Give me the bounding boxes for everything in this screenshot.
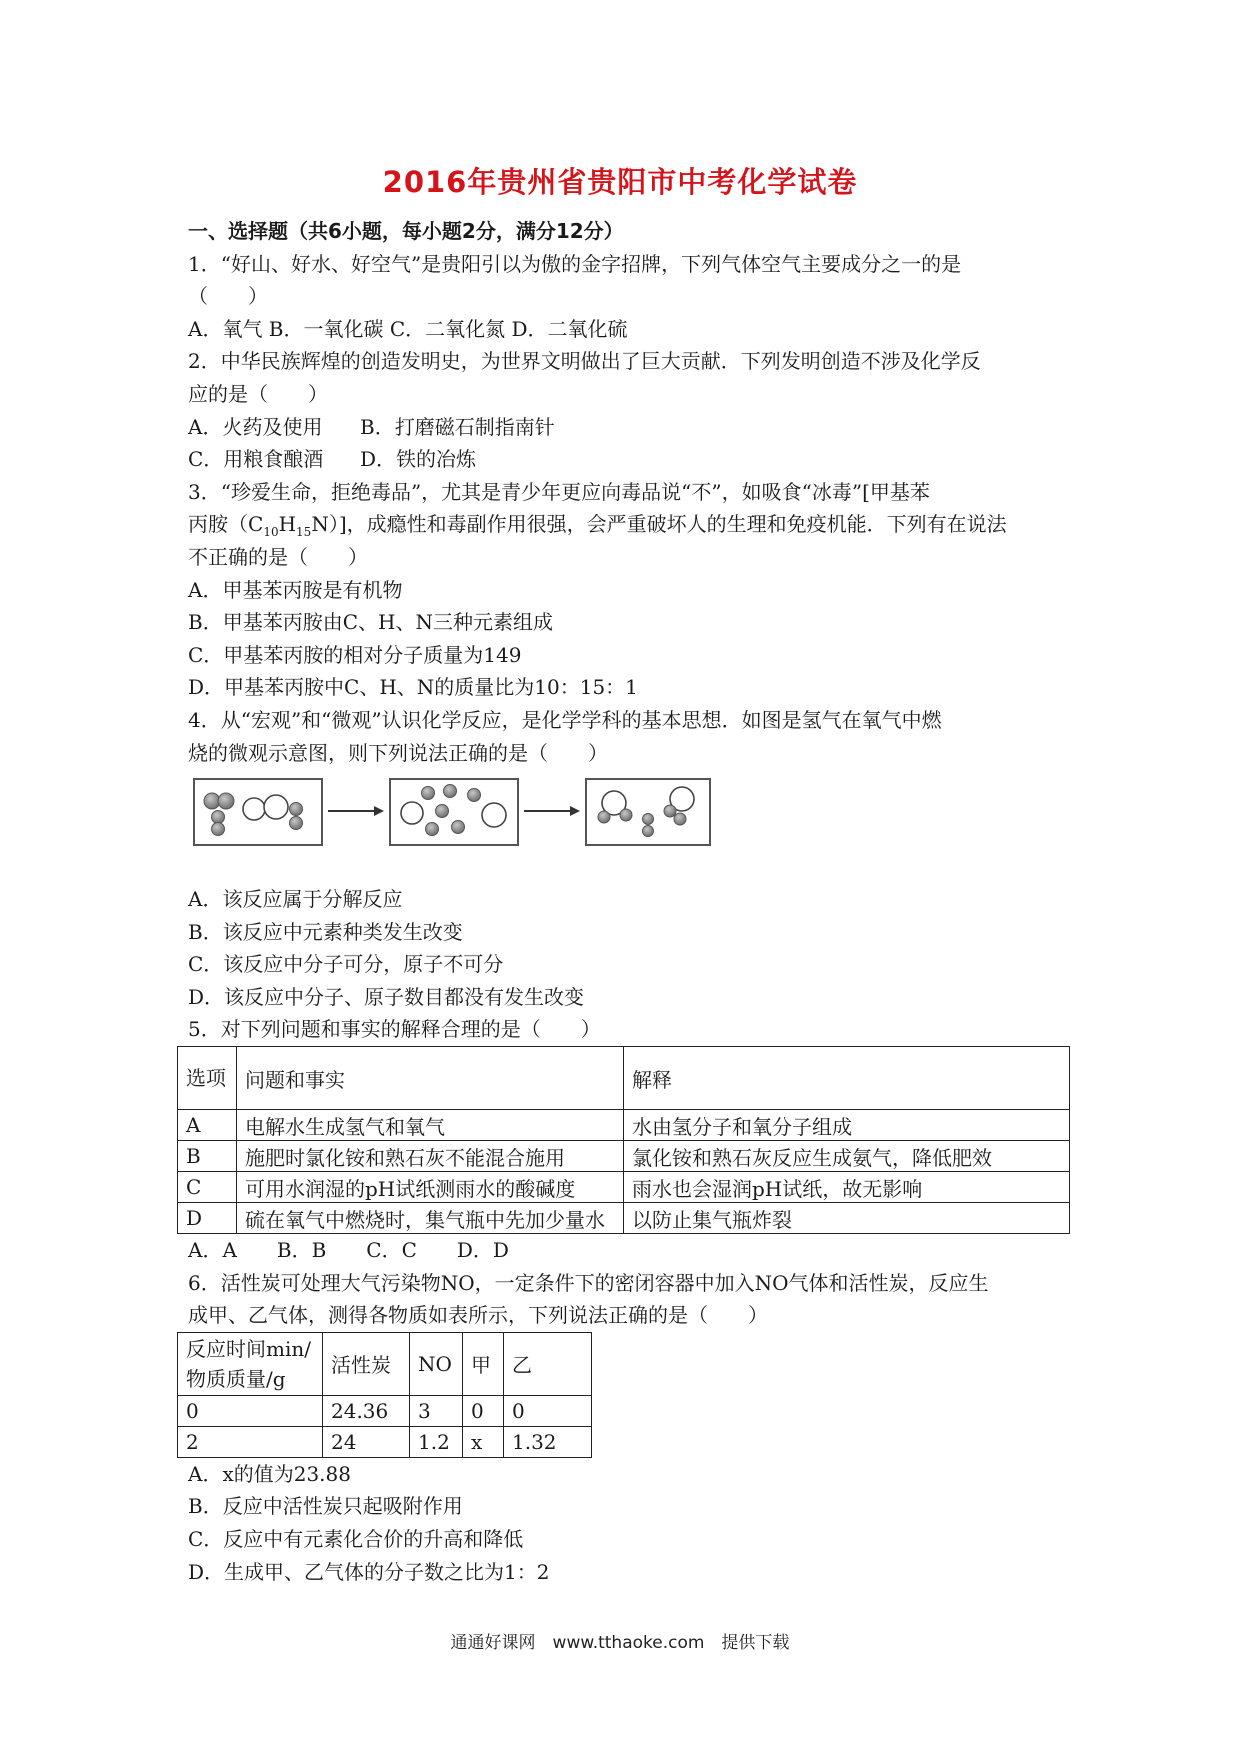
q1-stem-cont: （ ） xyxy=(188,284,268,309)
table-row xyxy=(178,1172,1070,1203)
reaction-diagram xyxy=(188,775,1068,879)
q3-text: H xyxy=(278,512,297,537)
table-cell: 24 xyxy=(323,1426,410,1457)
q1-options: A．氧气 B．一氧化碳 C．二氧化氮 D．二氧化硫 xyxy=(188,316,628,341)
table-cell: 以防止集气瓶炸裂 xyxy=(624,1203,1070,1234)
q2-option-c: C．用粮食酿酒 xyxy=(188,447,324,472)
molecule-diagram xyxy=(188,775,748,879)
table-cell: x xyxy=(463,1426,504,1457)
table-header-row xyxy=(178,1047,1070,1110)
table-cell: 24.36 xyxy=(323,1395,410,1426)
q4-option-b: B．该反应中元素种类发生改变 xyxy=(188,919,463,944)
table-header-line: 物质质量/g xyxy=(186,1366,286,1391)
table-cell: 1.32 xyxy=(504,1426,592,1457)
table-row xyxy=(178,1203,1070,1234)
q6-stem-cont: 成甲、乙气体，测得各物质如表所示，下列说法正确的是（ ） xyxy=(188,1303,768,1328)
q3-stem-formula-line xyxy=(188,508,1068,541)
q2-option-d: D．铁的冶炼 xyxy=(360,447,477,472)
table-header-line: 反应时间min/ xyxy=(186,1336,311,1361)
q2-option-a: A．火药及使用 xyxy=(188,414,323,439)
q3-option-b: B．甲基苯丙胺由C、H、N三种元素组成 xyxy=(188,610,553,635)
q2-stem: 2．中华民族辉煌的创造发明史，为世界文明做出了巨大贡献．下列发明创造不涉及化学反 xyxy=(188,349,981,374)
q4-option-d: D．该反应中分子、原子数目都没有发生改变 xyxy=(188,984,585,1009)
table-cell: 1.2 xyxy=(410,1426,463,1457)
table-cell: 0 xyxy=(178,1395,323,1426)
page-title: 2016年贵州省贵阳市中考化学试卷 xyxy=(382,165,858,199)
table-row xyxy=(178,1395,592,1426)
table-header-row xyxy=(178,1332,592,1395)
q6-option-b: B．反应中活性炭只起吸附作用 xyxy=(188,1494,463,1519)
table-header: 活性炭 xyxy=(323,1332,410,1395)
table-cell: 0 xyxy=(463,1395,504,1426)
table-cell: 0 xyxy=(504,1395,592,1426)
q2-stem-cont: 应的是（ ） xyxy=(188,381,328,406)
q4-stem-cont: 烧的微观示意图，则下列说法正确的是（ ） xyxy=(188,740,608,765)
subscript: 10 xyxy=(263,525,279,540)
q6-option-a: A．x的值为23.88 xyxy=(188,1461,351,1486)
q4-stem: 4．从“宏观”和“微观”认识化学反应，是化学学科的基本思想．如图是氢气在氧气中燃 xyxy=(188,707,942,732)
q2-options-row1 xyxy=(188,411,1068,444)
table-header: 解释 xyxy=(624,1047,1070,1110)
table-cell: 硫在氧气中燃烧时，集气瓶中先加少量水 xyxy=(237,1203,624,1234)
q2-option-b: B．打磨磁石制指南针 xyxy=(360,414,555,439)
q5-options: A．A B．B C．C D．D xyxy=(188,1238,509,1263)
q3-stem: 3．“珍爱生命，拒绝毒品”，尤其是青少年更应向毒品说“不”，如吸食“冰毒”[甲基苯 xyxy=(188,479,930,504)
table-cell: D xyxy=(178,1203,237,1234)
table-cell: 水由氢分子和氧分子组成 xyxy=(624,1110,1070,1141)
subscript: 15 xyxy=(296,525,312,540)
table-cell: 2 xyxy=(178,1426,323,1457)
q3-text: 丙胺（C xyxy=(188,512,264,537)
table-cell: 3 xyxy=(410,1395,463,1426)
q4-option-c: C．该反应中分子可分，原子不可分 xyxy=(188,952,504,977)
table-cell: 雨水也会湿润pH试纸，故无影响 xyxy=(624,1172,1070,1203)
table-header: 甲 xyxy=(463,1332,504,1395)
table-header xyxy=(178,1332,323,1395)
q5-stem: 5．对下列问题和事实的解释合理的是（ ） xyxy=(188,1017,601,1042)
footer-credit: 通通好课网 www.tthaoke.com 提供下载 xyxy=(450,1633,790,1653)
table-cell: 氯化铵和熟石灰反应生成氨气，降低肥效 xyxy=(624,1141,1070,1172)
arrow-icon xyxy=(328,806,384,816)
q3-option-c: C．甲基苯丙胺的相对分子质量为149 xyxy=(188,642,522,667)
exam-content xyxy=(188,215,1068,1588)
q3-stem-cont: 不正确的是（ ） xyxy=(188,544,368,569)
q3-option-d: D．甲基苯丙胺中C、H、N的质量比为10：15：1 xyxy=(188,675,638,700)
q3-option-a: A．甲基苯丙胺是有机物 xyxy=(188,577,403,602)
table-row xyxy=(178,1110,1070,1141)
table-row xyxy=(178,1426,592,1457)
q3-text: N）]，成瘾性和毒副作用很强，会严重破坏人的生理和免疫机能．下列有在说法 xyxy=(311,512,1007,537)
q1-stem: 1．“好山、好水、好空气”是贵阳引以为傲的金字招牌，下列气体空气主要成分之一的是 xyxy=(188,251,962,276)
arrow-icon xyxy=(524,806,580,816)
table-cell: 电解水生成氢气和氧气 xyxy=(237,1110,624,1141)
q6-option-d: D．生成甲、乙气体的分子数之比为1：2 xyxy=(188,1559,550,1584)
q4-option-a: A．该反应属于分解反应 xyxy=(188,887,403,912)
table-header: 选项 xyxy=(178,1047,237,1110)
table-header: 问题和事实 xyxy=(237,1047,624,1110)
q6-table xyxy=(177,1332,592,1458)
table-cell: A xyxy=(178,1110,237,1141)
table-header: 乙 xyxy=(504,1332,592,1395)
table-header: NO xyxy=(410,1332,463,1395)
section-heading: 一、选择题（共6小题，每小题2分，满分12分） xyxy=(188,219,624,243)
table-row xyxy=(178,1141,1070,1172)
table-cell: 可用水润湿的pH试纸测雨水的酸碱度 xyxy=(237,1172,624,1203)
q2-options-row2 xyxy=(188,443,1068,476)
table-cell: 施肥时氯化铵和熟石灰不能混合施用 xyxy=(237,1141,624,1172)
q6-stem: 6．活性炭可处理大气污染物NO，一定条件下的密闭容器中加入NO气体和活性炭，反应生 xyxy=(188,1270,989,1295)
table-cell: B xyxy=(178,1141,237,1172)
table-cell: C xyxy=(178,1172,237,1203)
q6-option-c: C．反应中有元素化合价的升高和降低 xyxy=(188,1527,524,1552)
q5-table xyxy=(177,1046,1070,1234)
